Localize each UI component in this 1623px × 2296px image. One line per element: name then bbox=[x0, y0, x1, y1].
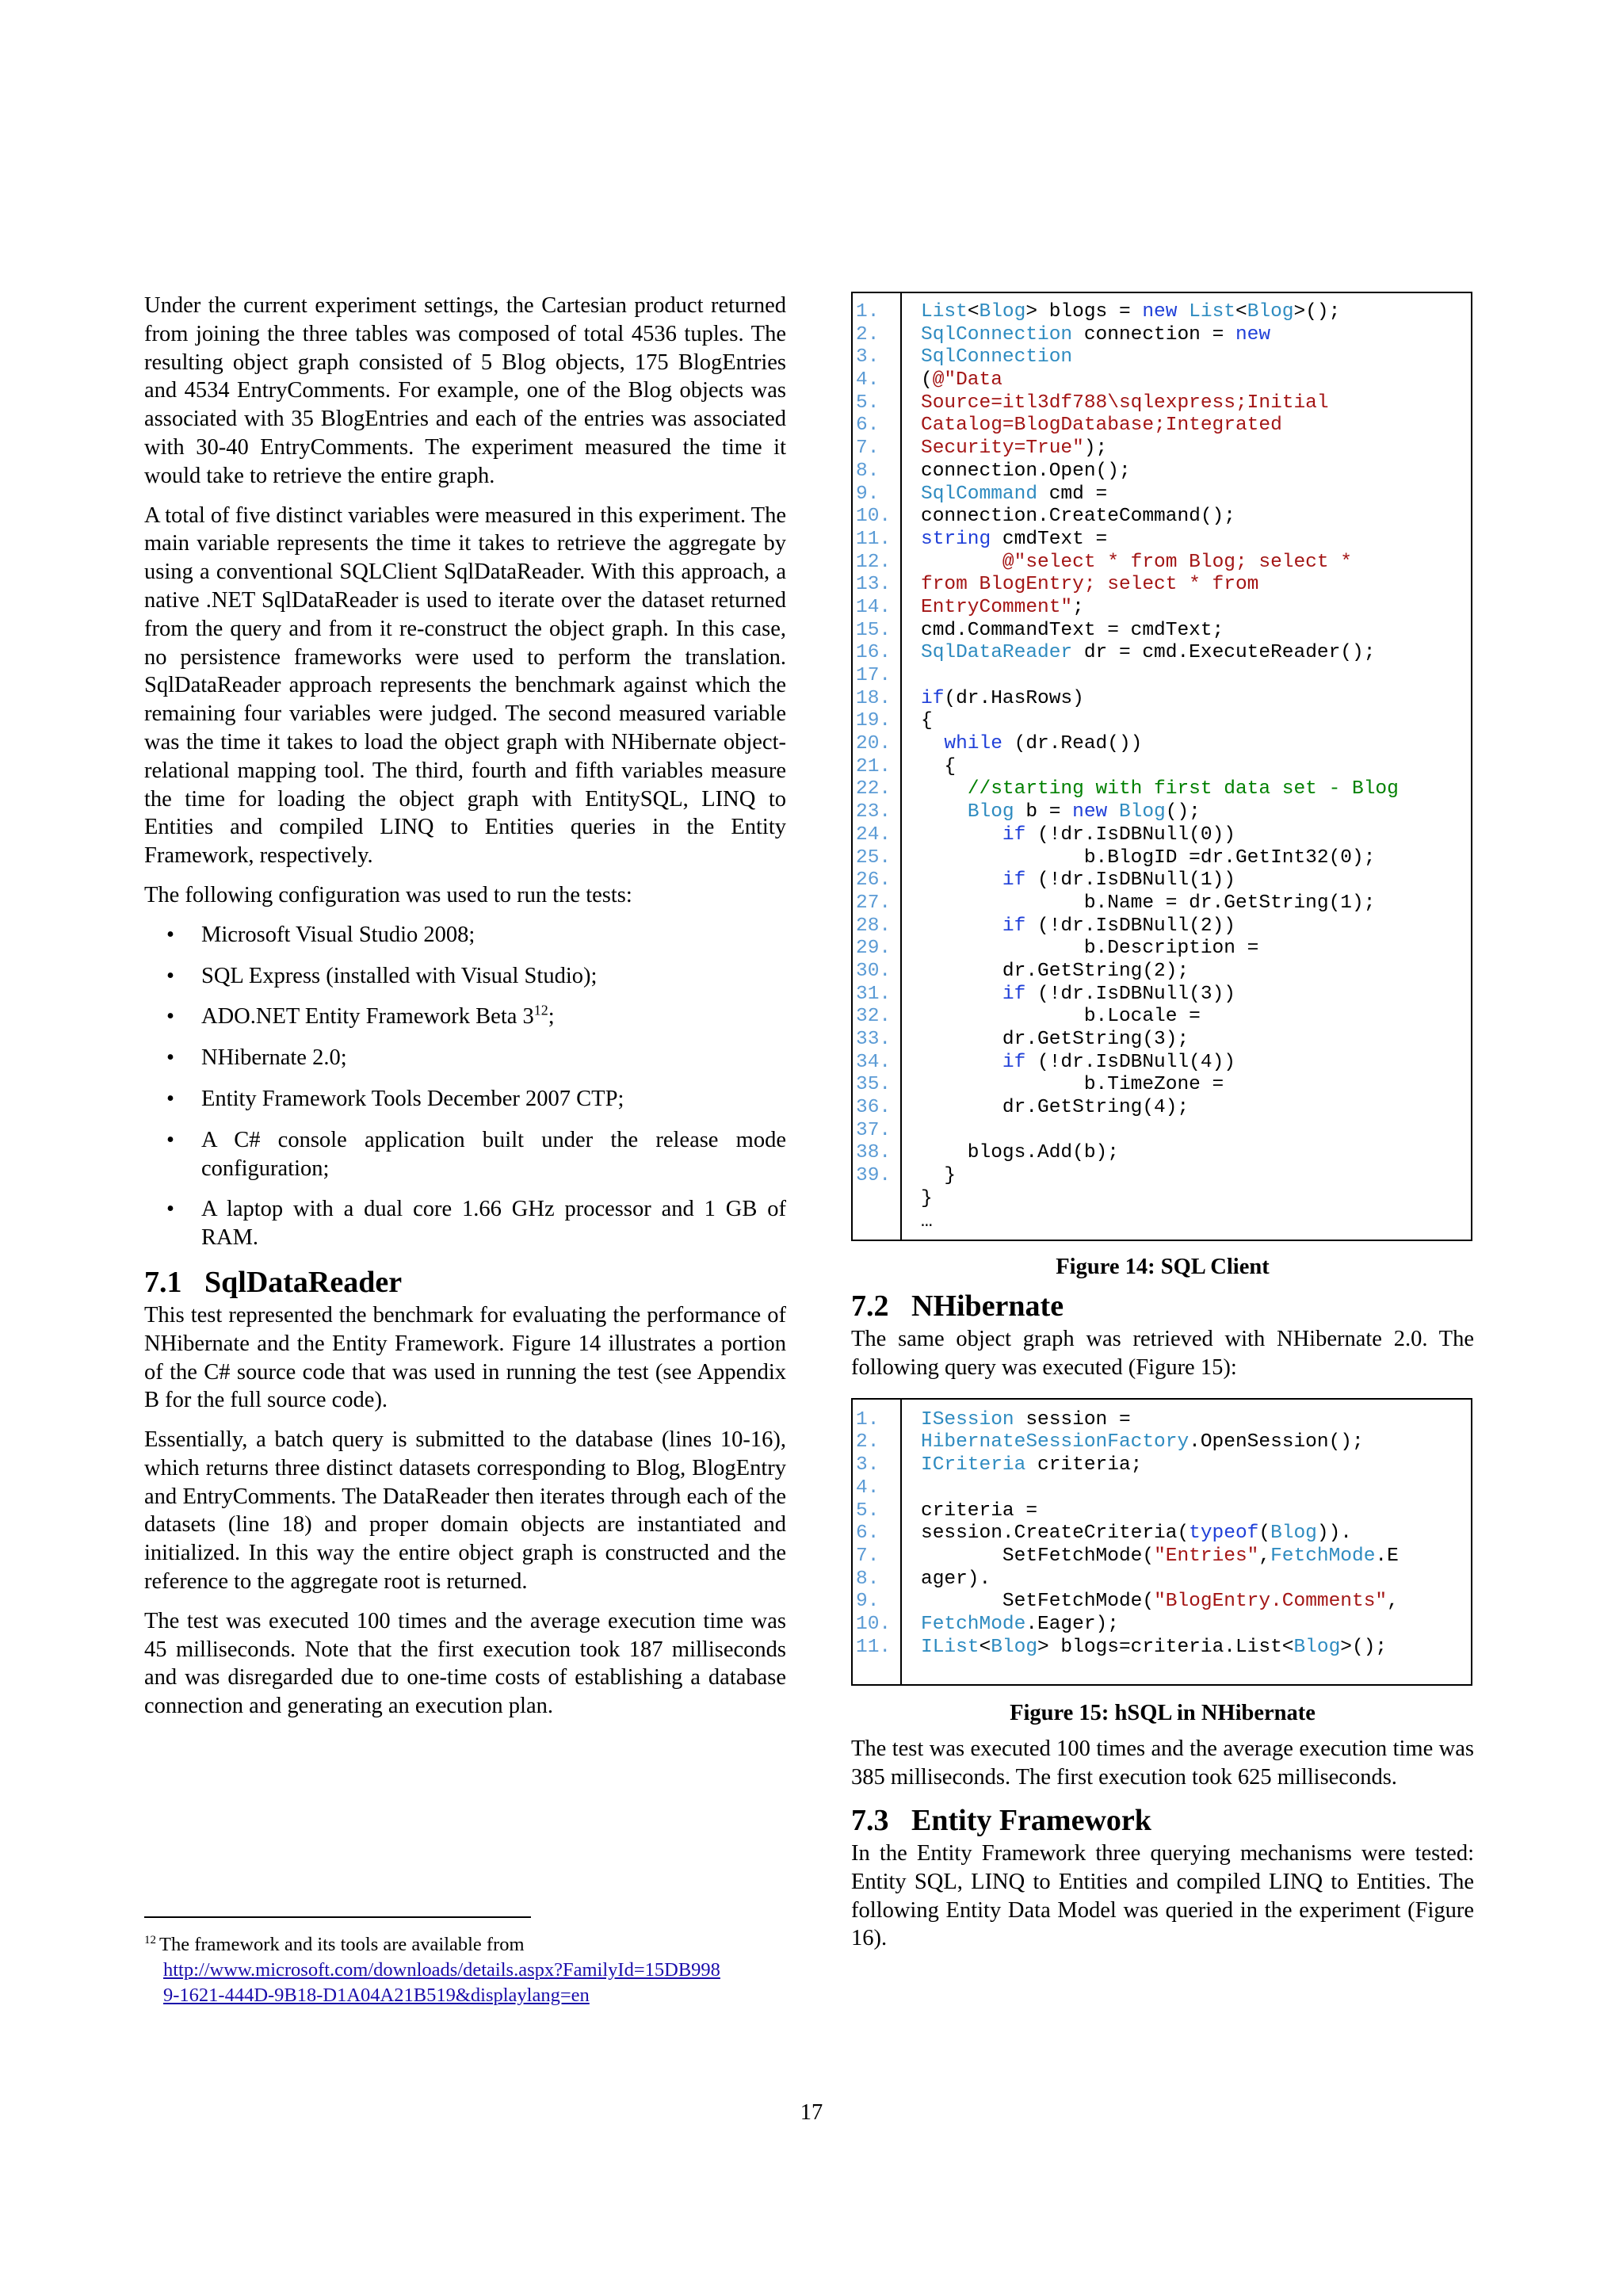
line-number: 3. bbox=[856, 346, 880, 369]
paragraph-sqlreader-results: The test was executed 100 times and the average execution time was 45 milliseconds. Note that the first execution took 187 milliseconds and was disregarded due to one-time costs of establishing a database connection and generating an execution plan. bbox=[144, 1608, 786, 1719]
code-text: ISession session = bbox=[921, 1408, 1131, 1431]
code-line bbox=[853, 597, 1471, 620]
bullet-icon: • bbox=[166, 1045, 174, 1071]
code-line bbox=[853, 801, 1471, 824]
code-line bbox=[853, 961, 1471, 984]
list-item: • SQL Express (installed with Visual Studio); bbox=[144, 962, 786, 991]
line-number: 23. bbox=[856, 801, 892, 823]
section-heading-7-1: 7.1 SqlDataReader bbox=[144, 1265, 403, 1299]
code-line bbox=[853, 1591, 1471, 1614]
line-number: 2. bbox=[856, 1431, 880, 1454]
list-item: • A C# console application built under the release mode configuration; bbox=[166, 1127, 786, 1181]
bullet-icon: • bbox=[166, 922, 174, 947]
code-text: ager). bbox=[921, 1568, 991, 1590]
line-number: 5. bbox=[856, 1499, 880, 1522]
paragraph-batch-query: Essentially, a batch query is submitted to the database (lines 10-16), which returns three distinct datasets corresponding to Blog, BlogEntry and EntryComments. The DataReader then iterates through each of the datasets (line 18) and proper domain objects are instantiated and initialized. In this way the entire object graph is constructed and the reference to the aggregate root is returned. bbox=[144, 1427, 786, 1595]
line-number: 10. bbox=[856, 506, 892, 528]
line-number: 7. bbox=[856, 1545, 880, 1567]
code-line bbox=[853, 620, 1471, 643]
code-text: SqlCommand cmd = bbox=[921, 483, 1108, 505]
section-heading-7-3: 7.3 Entity Framework bbox=[851, 1803, 1151, 1837]
bullet-icon: • bbox=[166, 1127, 174, 1152]
line-number: 37. bbox=[856, 1119, 892, 1141]
bullet-icon: • bbox=[166, 963, 174, 988]
code-line bbox=[853, 529, 1471, 552]
code-text: if (!dr.IsDBNull(1)) bbox=[1002, 869, 1235, 892]
footnote bbox=[144, 1932, 786, 2008]
code-text: } bbox=[921, 1165, 957, 1187]
line-number: 38. bbox=[856, 1142, 892, 1164]
code-text: if (!dr.IsDBNull(4)) bbox=[1002, 1051, 1235, 1073]
code-text: … bbox=[921, 1210, 933, 1232]
paragraph-cartesian-product: Under the current experiment settings, the Cartesian product returned from joining the three tables was composed of total 4536 tuples. The resulting object graph consisted of 5 Blog objects, 175 BlogEntries and 4534 EntryComments. For example, one of the Blog objects was associated with 35 BlogEntries and each of the entries was associated with 30-40 EntryComments. The experiment measured the time it would take to retrieve the entire graph. bbox=[144, 293, 786, 488]
code-text: HibernateSessionFactory.OpenSession(); bbox=[921, 1431, 1364, 1454]
line-number: 15. bbox=[856, 619, 892, 641]
code-line bbox=[853, 437, 1471, 460]
code-line bbox=[853, 1637, 1471, 1660]
code-line bbox=[853, 847, 1471, 870]
list-item: • Entity Framework Tools December 2007 CTP; bbox=[144, 1085, 786, 1114]
code-text: b.Description = bbox=[921, 938, 1259, 960]
code-line bbox=[853, 1545, 1471, 1568]
code-line bbox=[853, 1477, 1471, 1500]
code-line bbox=[853, 665, 1471, 688]
code-text: Blog b = new Blog(); bbox=[967, 801, 1201, 823]
line-number: 20. bbox=[856, 733, 892, 755]
code-line bbox=[853, 324, 1471, 347]
code-text: (@"Data bbox=[921, 369, 1002, 392]
code-block bbox=[853, 293, 1471, 1240]
code-text: criteria = bbox=[921, 1499, 1038, 1522]
code-text: from BlogEntry; select * from bbox=[921, 574, 1259, 596]
code-line bbox=[853, 1029, 1471, 1052]
code-text: b.TimeZone = bbox=[921, 1074, 1224, 1096]
line-number: 8. bbox=[856, 460, 880, 482]
code-line bbox=[853, 369, 1471, 392]
line-number: 34. bbox=[856, 1051, 892, 1073]
code-text: List<Blog> blogs = new List<Blog>(); bbox=[921, 301, 1341, 323]
code-line bbox=[853, 915, 1471, 938]
code-line bbox=[853, 1120, 1471, 1143]
code-text: { bbox=[921, 710, 933, 732]
code-line bbox=[853, 1500, 1471, 1523]
code-text: SetFetchMode("Entries",FetchMode.E bbox=[921, 1545, 1399, 1567]
line-number: 12. bbox=[856, 551, 892, 573]
code-text: SqlConnection connection = new bbox=[921, 323, 1271, 346]
code-line bbox=[853, 688, 1471, 711]
line-number: 22. bbox=[856, 778, 892, 800]
footnote-ref: 12 bbox=[533, 1002, 548, 1018]
code-text: if(dr.HasRows) bbox=[921, 687, 1084, 709]
code-text: if (!dr.IsDBNull(0)) bbox=[1002, 823, 1235, 846]
left-column bbox=[144, 292, 786, 1732]
code-line bbox=[853, 1454, 1471, 1477]
line-number: 1. bbox=[856, 1408, 880, 1431]
line-number: 14. bbox=[856, 596, 892, 618]
code-text: IList<Blog> blogs=criteria.List<Blog>(); bbox=[921, 1636, 1388, 1658]
code-text: SqlDataReader dr = cmd.ExecuteReader(); bbox=[921, 642, 1376, 664]
code-line bbox=[853, 892, 1471, 915]
code-text: blogs.Add(b); bbox=[921, 1142, 1119, 1164]
code-text: SetFetchMode("BlogEntry.Comments", bbox=[921, 1591, 1399, 1613]
line-number: 9. bbox=[856, 1591, 880, 1613]
line-number: 18. bbox=[856, 687, 892, 709]
code-line bbox=[853, 778, 1471, 801]
code-text: Catalog=BlogDatabase;Integrated bbox=[921, 415, 1282, 437]
code-line bbox=[853, 483, 1471, 506]
list-item: • A laptop with a dual core 1.66 GHz processor and 1 GB of RAM. bbox=[166, 1197, 786, 1251]
code-line bbox=[853, 733, 1471, 756]
code-line bbox=[853, 1142, 1471, 1165]
paragraph-entity-framework: In the Entity Framework three querying mechanisms were tested: Entity SQL, LINQ to Entities and compiled LINQ to Entities. The following Entity Data Model was queried in the experiment (Figure 16). bbox=[851, 1840, 1474, 1951]
code-text: Security=True"); bbox=[921, 437, 1108, 460]
code-line bbox=[853, 415, 1471, 437]
line-number: 39. bbox=[856, 1165, 892, 1187]
code-text: if (!dr.IsDBNull(2)) bbox=[1002, 915, 1235, 937]
code-line bbox=[853, 506, 1471, 529]
line-number: 11. bbox=[856, 1636, 892, 1658]
line-number: 21. bbox=[856, 755, 892, 777]
line-number: 2. bbox=[856, 323, 880, 346]
code-text: dr.GetString(2); bbox=[921, 960, 1190, 982]
code-text: } bbox=[921, 1187, 933, 1209]
line-number: 4. bbox=[856, 1477, 880, 1499]
footnote-link[interactable]: http://www.microsoft.com/downloads/details.aspx?FamilyId=15DB998 9-1621-444D-9B18-D1A04A21B519&displaylang=en bbox=[163, 1959, 720, 2006]
line-number: 16. bbox=[856, 642, 892, 664]
right-column bbox=[851, 292, 1474, 1964]
line-number: 1. bbox=[856, 301, 880, 323]
line-number: 11. bbox=[856, 528, 892, 550]
code-line bbox=[853, 1006, 1471, 1029]
code-text: //starting with first data set - Blog bbox=[967, 778, 1399, 800]
line-number: 31. bbox=[856, 983, 892, 1005]
figure-15-code-listing bbox=[851, 1398, 1472, 1687]
line-number: 10. bbox=[856, 1613, 892, 1635]
line-number: 6. bbox=[856, 1522, 880, 1545]
code-line bbox=[853, 346, 1471, 369]
code-text: SqlConnection bbox=[921, 346, 1073, 369]
code-line bbox=[853, 869, 1471, 892]
line-number: 13. bbox=[856, 574, 892, 596]
code-text: dr.GetString(4); bbox=[921, 1097, 1190, 1119]
line-number: 28. bbox=[856, 915, 892, 937]
code-line bbox=[853, 824, 1471, 847]
line-number: 19. bbox=[856, 710, 892, 732]
page-number: 17 bbox=[800, 2100, 823, 2125]
line-number: 26. bbox=[856, 869, 892, 892]
code-text: connection.CreateCommand(); bbox=[921, 506, 1235, 528]
bullet-icon: • bbox=[166, 1004, 174, 1030]
code-text: EntryComment"; bbox=[921, 596, 1084, 618]
code-line bbox=[853, 1568, 1471, 1591]
paragraph-nhibernate-intro: The same object graph was retrieved with NHibernate 2.0. The following query was executed (Figure 15): bbox=[851, 1327, 1474, 1380]
code-line bbox=[853, 552, 1471, 575]
line-number: 7. bbox=[856, 437, 880, 460]
code-line bbox=[853, 756, 1471, 779]
code-text: b.Locale = bbox=[921, 1006, 1201, 1028]
section-heading-7-2: 7.2 NHibernate bbox=[851, 1289, 1064, 1324]
code-line bbox=[853, 1409, 1471, 1432]
code-text: if (!dr.IsDBNull(3)) bbox=[1002, 983, 1235, 1005]
code-line bbox=[853, 1074, 1471, 1097]
line-number: 25. bbox=[856, 846, 892, 869]
line-number: 8. bbox=[856, 1568, 880, 1590]
bullet-icon: • bbox=[166, 1197, 174, 1222]
code-line bbox=[853, 1188, 1471, 1211]
line-number: 35. bbox=[856, 1074, 892, 1096]
code-block bbox=[853, 1400, 1471, 1685]
code-text: @"select * from Blog; select * bbox=[1002, 551, 1352, 573]
code-text: b.Name = dr.GetString(1); bbox=[921, 892, 1376, 914]
code-line bbox=[853, 1165, 1471, 1188]
code-line bbox=[853, 642, 1471, 665]
line-number: 29. bbox=[856, 938, 892, 960]
configuration-list bbox=[144, 921, 786, 1252]
code-line bbox=[853, 1052, 1471, 1075]
paragraph-variables: A total of five distinct variables were measured in this experiment. The main variable represents the time it takes to retrieve the aggregate by using a conventional SQLClient SqlDataReader. With this approach, a native .NET SqlDataReader is used to iterate over the dataset returned from the query and from it re-construct the object graph. In this case, no persistence frameworks were used to perform the translation. SqlDataReader approach represents the benchmark against which the remaining four variables were judged. The second measured variable was the time it takes to load the object graph with NHibernate object-relational mapping tool. The third, fourth and fifth variables measure the time for loading the object graph with EntitySQL, LINQ to Entities and compiled LINQ to Entities queries in the Entity Framework, respectively. bbox=[144, 502, 786, 869]
line-number: 5. bbox=[856, 392, 880, 414]
figure-14-caption: Figure 14: SQL Client bbox=[1056, 1255, 1270, 1280]
code-line bbox=[853, 984, 1471, 1007]
list-item: • NHibernate 2.0; bbox=[144, 1044, 786, 1072]
line-number: 4. bbox=[856, 369, 880, 392]
code-text: dr.GetString(3); bbox=[921, 1029, 1190, 1050]
footnote-number: 12 bbox=[144, 1933, 156, 1946]
figure-15-caption: Figure 15: hSQL in NHibernate bbox=[1010, 1701, 1316, 1726]
code-text: FetchMode.Eager); bbox=[921, 1613, 1119, 1635]
line-number: 3. bbox=[856, 1454, 880, 1477]
code-line bbox=[853, 938, 1471, 961]
line-number: 27. bbox=[856, 892, 892, 914]
code-text: while (dr.Read()) bbox=[944, 733, 1143, 755]
code-text: session.CreateCriteria(typeof(Blog)). bbox=[921, 1522, 1352, 1545]
code-line bbox=[853, 301, 1471, 324]
code-text: connection.Open(); bbox=[921, 460, 1131, 482]
code-line bbox=[853, 392, 1471, 415]
line-number: 9. bbox=[856, 483, 880, 505]
paragraph-configuration-intro: The following configuration was used to run the tests: bbox=[144, 882, 632, 907]
bullet-icon: • bbox=[166, 1086, 174, 1111]
footnote-text: The framework and its tools are available from bbox=[159, 1934, 525, 1955]
code-line bbox=[853, 1097, 1471, 1120]
line-number: 36. bbox=[856, 1097, 892, 1119]
code-text: Source=itl3df788\sqlexpress;Initial bbox=[921, 392, 1329, 414]
line-number: 24. bbox=[856, 823, 892, 846]
paragraph-benchmark: This test represented the benchmark for evaluating the performance of NHibernate and the Entity Framework. Figure 14 illustrates a portion of the C# source code that was used in running the test (see Appendix B for the full source code). bbox=[144, 1302, 786, 1413]
paragraph-nhibernate-results: The test was executed 100 times and the average execution time was 385 milliseconds. The first execution took 625 milliseconds. bbox=[851, 1736, 1474, 1790]
figure-14-code-listing bbox=[851, 292, 1472, 1241]
line-number: 33. bbox=[856, 1029, 892, 1050]
line-number: 17. bbox=[856, 665, 892, 686]
code-text: b.BlogID =dr.GetInt32(0); bbox=[921, 846, 1376, 869]
code-line bbox=[853, 460, 1471, 483]
code-text: { bbox=[921, 755, 957, 777]
code-line bbox=[853, 1614, 1471, 1637]
line-number: 32. bbox=[856, 1006, 892, 1028]
footnote-divider bbox=[144, 1916, 531, 1918]
code-line bbox=[853, 710, 1471, 733]
list-item: • Microsoft Visual Studio 2008; bbox=[144, 921, 786, 949]
line-number: 6. bbox=[856, 415, 880, 437]
code-text: cmd.CommandText = cmdText; bbox=[921, 619, 1224, 641]
code-line bbox=[853, 1522, 1471, 1545]
code-text: string cmdText = bbox=[921, 528, 1108, 550]
code-line bbox=[853, 574, 1471, 597]
code-text: ICriteria criteria; bbox=[921, 1454, 1143, 1477]
code-line bbox=[853, 1211, 1471, 1234]
line-number: 30. bbox=[856, 960, 892, 982]
code-line bbox=[853, 1431, 1471, 1454]
list-item: • ADO.NET Entity Framework Beta $3^{12}$; bbox=[144, 1003, 786, 1031]
